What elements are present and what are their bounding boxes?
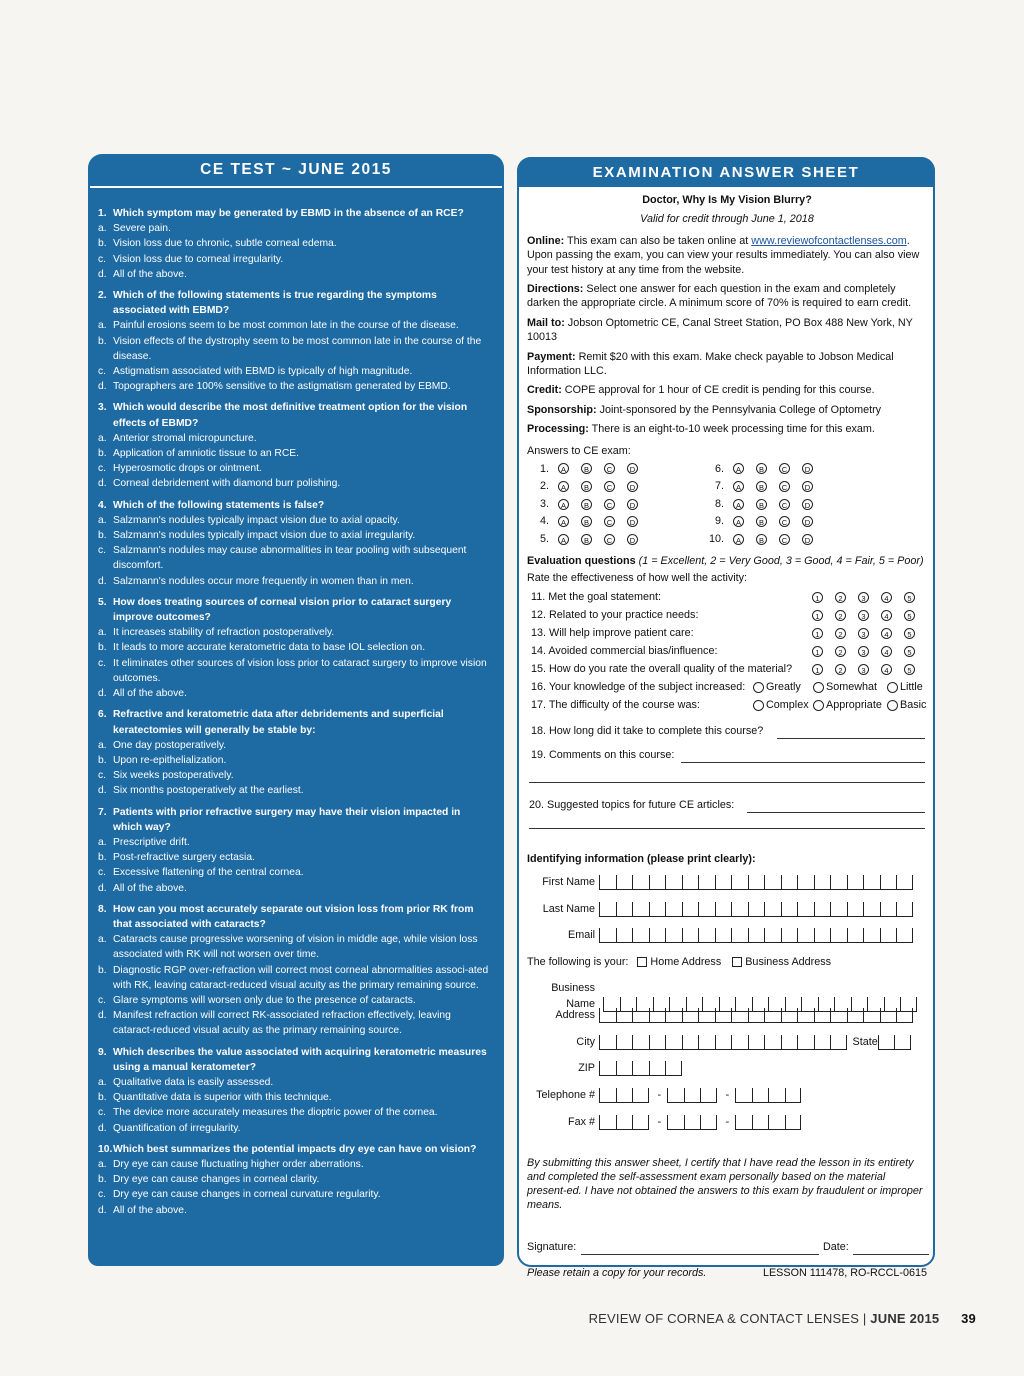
rating-bubble-1[interactable]: 1 <box>812 628 823 639</box>
address-row: Address <box>527 1007 913 1023</box>
fax-area-boxes[interactable] <box>599 1115 649 1130</box>
rating-bubble-3[interactable]: 3 <box>858 592 869 603</box>
signature-row: Signature: Date: <box>527 1238 927 1262</box>
issue-date: JUNE 2015 <box>870 1311 940 1326</box>
question-option: b. Post-refractive surgery ectasia. <box>98 852 255 864</box>
q19-answer-line[interactable] <box>681 750 925 763</box>
answer-bubble-d[interactable]: D <box>802 534 813 545</box>
question-text: Which of the following statements is false? <box>113 499 325 511</box>
answer-bubble-a[interactable]: A <box>558 499 569 510</box>
question-option: a. Anterior stromal micropuncture. <box>98 432 257 444</box>
valid-through: Valid for credit through June 1, 2018 <box>640 213 814 226</box>
question-option: d. Corneal debridement with diamond burr polishing. <box>98 478 341 490</box>
rating-bubble-1[interactable]: 1 <box>812 646 823 657</box>
question-option: a. One day postoperatively. <box>98 739 227 751</box>
answer-bubble-d[interactable]: D <box>627 481 638 492</box>
answer-bubble-b[interactable]: B <box>581 499 592 510</box>
question-option: b. Quantitative data is superior with this technique. <box>98 1092 332 1104</box>
question-text: How can you most accurately separate out vision loss from prior RK from that associated with cataracts? <box>113 903 474 930</box>
answer-bubble-b[interactable]: B <box>756 516 767 527</box>
business-address-checkbox[interactable]: Business Address <box>732 956 831 968</box>
question-option: a. Qualitative data is easily assessed. <box>98 1076 274 1088</box>
evaluation-item: 15. How do you rate the overall quality of the material? 1 2 3 4 5 <box>527 660 927 678</box>
question-option: d. Quantification of irregularity. <box>98 1122 241 1134</box>
q20-extra-line[interactable] <box>527 820 927 846</box>
answer-bubble-d[interactable]: D <box>627 516 638 527</box>
answer-row: 5. A B C D 10. A B C D <box>527 530 927 548</box>
question-option: c. Six weeks postoperatively. <box>98 770 234 782</box>
question-3: 3. Which would describe the most definitive treatment option for the vision effects of EBMD? a. Anterior stromal micropuncture. b. Application of amniotic tissue to an RCE. c. Hyperosmotic drops or ointment. d. Corneal debridement with diamond burr polishing. <box>98 400 492 491</box>
page-footer: REVIEW OF CORNEA & CONTACT LENSES | JUNE 2015 39 <box>588 1311 976 1326</box>
question-text: Which of the following statements is true regarding the symptoms associated with EBMD? <box>113 290 437 317</box>
address-boxes[interactable] <box>599 1008 913 1023</box>
answer-bubble-b[interactable]: B <box>581 516 592 527</box>
rating-bubble-2[interactable]: 2 <box>835 610 846 621</box>
answer-bubble-a[interactable]: A <box>733 534 744 545</box>
answer-bubble-c[interactable]: C <box>779 499 790 510</box>
question-option: b. Vision effects of the dystrophy seem to be most common late in the course of the disease. <box>98 335 482 362</box>
q17-appropriate[interactable]: Appropriate <box>813 696 882 714</box>
question-6: 6. Refractive and keratometric data after debridements and superficial keratectomies will generally be stable by: a. One day postoperatively. b. Upon re-epithelialization. c. Six weeks postoperatively. d. Six months postoperatively at the earliest. <box>98 707 492 798</box>
fax-row: Fax # - - <box>527 1114 801 1130</box>
question-option: b. Upon re-epithelialization. <box>98 754 227 766</box>
credit: Credit: COPE approval for 1 hour of CE credit is pending for this course. <box>527 384 875 397</box>
city-boxes[interactable] <box>599 1035 847 1050</box>
question-18: 18. How long did it take to complete this course? <box>527 720 927 746</box>
question-option: c. Astigmatism associated with EBMD is typically of high magnitude. <box>98 366 413 378</box>
answer-grid <box>527 460 927 548</box>
rating-bubble-5[interactable]: 5 <box>904 592 915 603</box>
question-option: c. The device more accurately measures the dioptric power of the cornea. <box>98 1107 438 1119</box>
answer-bubble-b[interactable]: B <box>581 481 592 492</box>
question-option: a. Painful erosions seem to be most common late in the course of the disease. <box>98 320 459 332</box>
answer-bubble-a[interactable]: A <box>558 463 569 474</box>
mail-to: Mail to: Jobson Optometric CE, Canal Street Station, PO Box 488 New York, NY 10013 <box>527 316 913 344</box>
question-option: a. Prescriptive drift. <box>98 836 190 848</box>
q20-answer-line[interactable] <box>747 800 925 813</box>
question-text: Which best summarizes the potential impacts dry eye can have on vision? <box>113 1143 477 1155</box>
business-name-row: Business Name <box>527 980 917 996</box>
state-boxes[interactable] <box>878 1035 911 1050</box>
answer-bubble-c[interactable]: C <box>604 481 615 492</box>
question-20: 20. Suggested topics for future CE articles: <box>527 796 927 820</box>
first-name-boxes[interactable] <box>599 875 913 890</box>
rating-bubble-2[interactable]: 2 <box>835 628 846 639</box>
question-9: 9. Which describes the value associated with acquiring keratometric measures using a manual keratometer? a. Qualitative data is easily assessed. b. Quantitative data is superior with this technique. c. The device more accurately measures the dioptric power of the cornea. d. Quantification of irregularity. <box>98 1045 492 1136</box>
question-option: c. Vision loss due to corneal irregularity. <box>98 253 284 265</box>
answer-bubble-c[interactable]: C <box>779 516 790 527</box>
rating-bubble-3[interactable]: 3 <box>858 628 869 639</box>
rating-bubble-1[interactable]: 1 <box>812 610 823 621</box>
question-text: Which would describe the most definitive treatment option for the vision effects of EBMD? <box>113 402 468 429</box>
answer-bubble-b[interactable]: B <box>581 534 592 545</box>
question-5: 5. How does treating sources of corneal vision prior to cataract surgery improve outcomes? a. It increases stability of refraction postoperatively. b. It leads to more accurate keratometric data to base IOL selection on. c. It eliminates other sources of vision loss prior to cataract surgery to improve vision outcomes. d. All of the above. <box>98 595 492 701</box>
question-text: How does treating sources of corneal vision prior to cataract surgery improve outcomes? <box>113 596 452 624</box>
date-line[interactable] <box>853 1242 929 1255</box>
ce-test-title: CE TEST ~ JUNE 2015 <box>90 154 502 188</box>
rating-bubble-4[interactable]: 4 <box>881 610 892 621</box>
question-option: b. Dry eye can cause changes in corneal clarity. <box>98 1174 320 1186</box>
evaluation-item: 12. Related to your practice needs: 1 2 3 4 5 <box>527 606 927 624</box>
lesson-code: LESSON 111478, RO-RCCL-0615 <box>762 1267 927 1280</box>
answer-bubble-c[interactable]: C <box>779 481 790 492</box>
answer-bubble-c[interactable]: C <box>779 463 790 474</box>
phone-area-boxes[interactable] <box>599 1088 649 1103</box>
directions: Directions: Select one answer for each question in the exam and completely darken the appropriate circle. A minimum score of 70% is required to earn credit. <box>527 283 912 310</box>
q16-greatly[interactable]: Greatly <box>753 678 801 696</box>
rating-bubble-5[interactable]: 5 <box>904 646 915 657</box>
question-text: Which describes the value associated with acquiring keratometric measures using a manual keratometer? <box>113 1046 487 1073</box>
rating-bubble-4[interactable]: 4 <box>881 646 892 657</box>
telephone-row: Telephone # - - <box>527 1087 801 1103</box>
question-option: b. Diagnostic RGP over-refraction will correct most corneal abnormalities associ-ated with RK, leaving cataract-reduced visual acuity as the primary remaining source. <box>98 964 489 991</box>
question-2: 2. Which of the following statements is true regarding the symptoms associated with EBMD? a. Painful erosions seem to be most common late in the course of the disease. b. Vision effects of the dystrophy seem to be most common late in the course of the disease. c. Astigmatism associated with EBMD is typically of high magnitude. d. Topographers are 100% sensitive to the astigmatism generated by EBMD. <box>98 288 492 394</box>
rating-bubble-5[interactable]: 5 <box>904 610 915 621</box>
question-option: a. It increases stability of refraction postoperatively. <box>98 627 335 639</box>
answer-sheet-title: EXAMINATION ANSWER SHEET <box>517 157 935 187</box>
evaluation-intro: Rate the effectiveness of how well the activity: <box>527 572 748 585</box>
answer-bubble-c[interactable]: C <box>604 534 615 545</box>
page-number: 39 <box>961 1311 976 1326</box>
rating-bubble-5[interactable]: 5 <box>904 664 915 675</box>
website-link[interactable]: www.reviewofcontactlenses.com <box>751 234 907 247</box>
question-option: d. Six months postoperatively at the earliest. <box>98 785 304 797</box>
question-7: 7. Patients with prior refractive surgery may have their vision impacted in which way? a. Prescriptive drift. b. Post-refractive surgery ectasia. c. Excessive flattening of the central cornea. d. All of the above. <box>98 805 492 896</box>
question-option: a. Cataracts cause progressive worsening of vision in middle age, while vision loss associated with RK will not worsen over time. <box>98 934 478 961</box>
rating-bubble-3[interactable]: 3 <box>858 646 869 657</box>
question-text: Which symptom may be generated by EBMD in the absence of an RCE? <box>113 208 464 219</box>
email-row: Email <box>527 927 913 943</box>
question-option: c. Dry eye can cause changes in corneal curvature regularity. <box>98 1189 381 1201</box>
answer-bubble-c[interactable]: C <box>779 534 790 545</box>
q17-basic[interactable]: Basic <box>887 696 926 714</box>
question-option: d. All of the above. <box>98 688 187 700</box>
retain-row: Please retain a copy for your records. LESSON 111478, RO-RCCL-0615 <box>527 1267 927 1280</box>
identifying-form <box>527 866 927 1152</box>
zip-boxes[interactable] <box>599 1061 682 1076</box>
answer-bubble-b[interactable]: B <box>581 463 592 474</box>
online-info: Online: This exam can also be taken online at www.reviewofcontactlenses.com. Upon passing the exam, you can view your results immediately. You can also view your test history at any time from the website. <box>527 234 920 276</box>
payment: Payment: Remit $20 with this exam. Make check payable to Jobson Medical Information LLC. <box>527 350 894 378</box>
answer-bubble-d[interactable]: D <box>802 499 813 510</box>
email-boxes[interactable] <box>599 928 913 943</box>
evaluation-item: 11. Met the goal statement: 1 2 3 4 5 <box>527 588 927 606</box>
rating-bubble-1[interactable]: 1 <box>812 664 823 675</box>
answer-bubble-b[interactable]: B <box>756 534 767 545</box>
q16-little[interactable]: Little <box>887 678 923 696</box>
rating-bubble-4[interactable]: 4 <box>881 628 892 639</box>
evaluation-item: 13. Will help improve patient care: 1 2 3 4 5 <box>527 624 927 642</box>
answer-bubble-a[interactable]: A <box>558 516 569 527</box>
evaluation-header: Evaluation questions (1 = Excellent, 2 = Very Good, 3 = Good, 4 = Fair, 5 = Poor) <box>527 555 924 568</box>
answer-row: 3. A B C D 8. A B C D <box>527 495 927 513</box>
rating-bubble-2[interactable]: 2 <box>835 592 846 603</box>
sponsorship: Sponsorship: Joint-sponsored by the Pennsylvania College of Optometry <box>527 403 882 416</box>
question-8: 8. How can you most accurately separate out vision loss from prior RK from that associated with cataracts? a. Cataracts cause progressive worsening of vision in middle age, while vision loss associated with RK will not worsen over time. b. Diagnostic RGP over-refraction will correct most corneal abnormalities associ-ated with RK, leaving cataract-reduced visual acuity as the primary remaining source. c. Glare symptoms will worsen only due to the presence of cataracts. d. Manifest refraction will correct RK-associated refraction effectively, leaving cataract-reduced visual acuity as the primary remaining source. <box>98 902 492 1039</box>
answers-label: Answers to CE exam: <box>527 444 631 457</box>
question-option: a. Severe pain. <box>98 223 171 235</box>
answer-bubble-c[interactable]: C <box>604 516 615 527</box>
phone-prefix-boxes[interactable] <box>667 1088 717 1103</box>
rating-bubble-2[interactable]: 2 <box>835 646 846 657</box>
question-list <box>98 206 492 1224</box>
question-option: d. Topographers are 100% sensitive to the astigmatism generated by EBMD. <box>98 381 451 393</box>
answer-bubble-a[interactable]: A <box>558 534 569 545</box>
question-option: d. Manifest refraction will correct RK-associated refraction effectively, leaving cataract-reduced visual acuity as the primary remaining source. <box>98 1010 451 1037</box>
question-17: 17. The difficulty of the course was: Complex Appropriate Basic <box>527 696 927 714</box>
signature-line[interactable] <box>581 1242 819 1255</box>
question-option: a. Salzmann's nodules typically impact vision due to axial opacity. <box>98 514 400 526</box>
q17-complex[interactable]: Complex <box>753 696 809 714</box>
rating-bubble-4[interactable]: 4 <box>881 664 892 675</box>
answer-row: 1. A B C D 6. A B C D <box>527 460 927 478</box>
question-option: d. All of the above. <box>98 882 187 894</box>
certification-statement: By submitting this answer sheet, I certify that I have read the lesson in its entirety and completed the self-assessment exam personally based on the material present-ed. I have not obtained the answers to this exam by fraudulent or improper means. <box>527 1157 923 1212</box>
answer-bubble-c[interactable]: C <box>604 463 615 474</box>
question-19: 19. Comments on this course: <box>527 746 927 770</box>
question-option: c. Excessive flattening of the central cornea. <box>98 867 304 879</box>
last-name-boxes[interactable] <box>599 902 913 917</box>
answer-bubble-d[interactable]: D <box>627 499 638 510</box>
answer-row: 2. A B C D 7. A B C D <box>527 478 927 496</box>
answer-bubble-d[interactable]: D <box>802 516 813 527</box>
rating-bubble-3[interactable]: 3 <box>858 610 869 621</box>
fax-line-boxes[interactable] <box>735 1115 801 1130</box>
first-name-row: First Name <box>527 874 913 890</box>
rating-bubble-5[interactable]: 5 <box>904 628 915 639</box>
answer-bubble-a[interactable]: A <box>558 481 569 492</box>
question-option: d. All of the above. <box>98 1204 187 1216</box>
question-option: d. All of the above. <box>98 268 187 280</box>
answer-bubble-a[interactable]: A <box>733 481 744 492</box>
ce-test-panel <box>88 154 504 1266</box>
address-type-row: The following is your: Home Address Business Address <box>527 956 832 969</box>
evaluation-ratings <box>527 588 927 678</box>
answer-bubble-b[interactable]: B <box>756 481 767 492</box>
city-row: City State <box>527 1034 911 1050</box>
question-option: c. It eliminates other sources of vision loss prior to cataract surgery to improve vision outcomes. <box>98 657 487 684</box>
article-title: Doctor, Why Is My Vision Blurry? <box>642 194 812 206</box>
rating-bubble-3[interactable]: 3 <box>858 664 869 675</box>
answer-bubble-b[interactable]: B <box>756 499 767 510</box>
answer-bubble-d[interactable]: D <box>802 463 813 474</box>
rating-bubble-4[interactable]: 4 <box>881 592 892 603</box>
question-16: 16. Your knowledge of the subject increased: Greatly Somewhat Little <box>527 678 927 696</box>
rating-bubble-1[interactable]: 1 <box>812 592 823 603</box>
identifying-info-label: Identifying information (please print clearly): <box>527 852 756 865</box>
q18-answer-line[interactable] <box>777 726 925 739</box>
answer-sheet-body <box>527 193 927 1282</box>
question-option: b. Application of amniotic tissue to an RCE. <box>98 448 300 460</box>
answer-sheet-panel <box>517 157 935 1280</box>
answer-bubble-a[interactable]: A <box>733 463 744 474</box>
answer-bubble-d[interactable]: D <box>627 463 638 474</box>
answer-bubble-d[interactable]: D <box>627 534 638 545</box>
q16-somewhat[interactable]: Somewhat <box>813 678 877 696</box>
question-option: a. Dry eye can cause fluctuating higher order aberrations. <box>98 1158 364 1170</box>
publication-name: REVIEW OF CORNEA & CONTACT LENSES <box>588 1311 860 1326</box>
zip-row: ZIP <box>527 1060 682 1076</box>
question-option: c. Salzmann's nodules may cause abnormalities in tear pooling with subsequent discomfort. <box>98 545 467 572</box>
question-text: Patients with prior refractive surgery may have their vision impacted in which way? <box>113 806 461 833</box>
home-address-checkbox[interactable]: Home Address <box>637 956 721 968</box>
question-option: c. Glare symptoms will worsen only due to the presence of cataracts. <box>98 994 416 1006</box>
question-option: b. It leads to more accurate keratometric data to base IOL selection on. <box>98 642 426 654</box>
fax-prefix-boxes[interactable] <box>667 1115 717 1130</box>
question-option: b. Salzmann's nodules typically impact vision due to axial irregularity. <box>98 530 416 542</box>
question-option: d. Salzmann's nodules occur more frequently in women than in men. <box>98 575 414 587</box>
answer-bubble-a[interactable]: A <box>733 516 744 527</box>
answer-bubble-d[interactable]: D <box>802 481 813 492</box>
last-name-row: Last Name <box>527 901 913 917</box>
rating-bubble-2[interactable]: 2 <box>835 664 846 675</box>
processing: Processing: There is an eight-to-10 week processing time for this exam. <box>527 423 875 436</box>
answer-bubble-c[interactable]: C <box>604 499 615 510</box>
question-10: 10. Which best summarizes the potential impacts dry eye can have on vision? a. Dry eye can cause fluctuating higher order aberrations. b. Dry eye can cause changes in corneal clarity. c. Dry eye can cause changes in corneal curvature regularity. d. All of the above. <box>98 1142 492 1218</box>
answer-bubble-b[interactable]: B <box>756 463 767 474</box>
question-option: c. Hyperosmotic drops or ointment. <box>98 463 262 475</box>
answer-bubble-a[interactable]: A <box>733 499 744 510</box>
question-1: 1. Which symptom may be generated by EBMD in the absence of an RCE? a. Severe pain. b. Vision loss due to chronic, subtle corneal edema. c. Vision loss due to corneal irregularity. d. All of the above. <box>98 206 492 282</box>
question-text: Refractive and keratometric data after debridements and superficial keratectomies will generally be stable by: <box>113 709 444 736</box>
evaluation-item: 14. Avoided commercial bias/influence: 1 2 3 4 5 <box>527 642 927 660</box>
question-option: b. Vision loss due to chronic, subtle corneal edema. <box>98 238 337 250</box>
question-4: 4. Which of the following statements is false? a. Salzmann's nodules typically impact vision due to axial opacity. b. Salzmann's nodules typically impact vision due to axial irregularity. c. Salzmann's nodules may cause abnormalities in tear pooling with subsequent discomfort. d. Salzmann's nodules occur more frequently in women than in men. <box>98 498 492 589</box>
answer-row: 4. A B C D 9. A B C D <box>527 513 927 531</box>
q19-extra-line[interactable] <box>527 770 927 796</box>
phone-line-boxes[interactable] <box>735 1088 801 1103</box>
